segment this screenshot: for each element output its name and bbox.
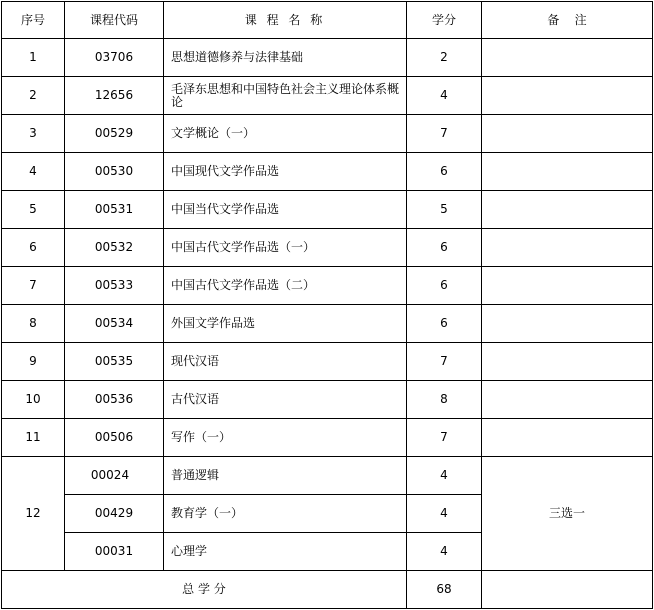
row-remark — [482, 305, 653, 343]
group-item-name: 教育学（一） — [164, 495, 407, 533]
group-index: 12 — [2, 457, 65, 571]
row-index: 1 — [2, 39, 65, 77]
row-name: 古代汉语 — [164, 381, 407, 419]
group-item-code: 00024 — [65, 457, 164, 495]
row-remark — [482, 419, 653, 457]
row-credits: 6 — [407, 305, 482, 343]
table-row — [2, 115, 653, 153]
row-remark — [482, 77, 653, 115]
row-name-text: 毛泽东思想和中国特色社会主义理论体系概论 — [171, 81, 400, 109]
row-code: 00533 — [65, 267, 164, 305]
group-item-name: 普通逻辑 — [164, 457, 407, 495]
row-code: 00530 — [65, 153, 164, 191]
table-row — [2, 39, 653, 77]
row-code: 00506 — [65, 419, 164, 457]
table-row-group — [2, 457, 653, 495]
row-credits: 8 — [407, 381, 482, 419]
total-credits: 68 — [407, 571, 482, 609]
row-code: 03706 — [65, 39, 164, 77]
total-remark — [482, 571, 653, 609]
table-row — [2, 381, 653, 419]
row-name: 中国当代文学作品选 — [164, 191, 407, 229]
row-code: 12656 — [65, 77, 164, 115]
row-code: 00532 — [65, 229, 164, 267]
row-index: 7 — [2, 267, 65, 305]
row-name: 外国文学作品选 — [164, 305, 407, 343]
row-credits: 7 — [407, 343, 482, 381]
table-row — [2, 77, 653, 115]
group-item-credits: 4 — [407, 533, 482, 571]
group-remark: 三选一 — [482, 457, 653, 571]
row-index: 4 — [2, 153, 65, 191]
header-code: 课程代码 — [65, 2, 164, 39]
header-remark: 备 注 — [482, 2, 653, 39]
row-code: 00534 — [65, 305, 164, 343]
row-name: 思想道德修养与法律基础 — [164, 39, 407, 77]
group-item-code: 00429 — [65, 495, 164, 533]
table-row — [2, 153, 653, 191]
row-remark — [482, 343, 653, 381]
row-name — [164, 77, 407, 115]
row-credits: 2 — [407, 39, 482, 77]
row-name: 文学概论（一） — [164, 115, 407, 153]
row-name: 中国现代文学作品选 — [164, 153, 407, 191]
row-code: 00536 — [65, 381, 164, 419]
course-table — [1, 1, 653, 609]
row-index: 9 — [2, 343, 65, 381]
table-row — [2, 267, 653, 305]
row-remark — [482, 115, 653, 153]
row-code: 00529 — [65, 115, 164, 153]
header-index: 序号 — [2, 2, 65, 39]
table-row — [2, 419, 653, 457]
row-credits: 5 — [407, 191, 482, 229]
row-index: 6 — [2, 229, 65, 267]
total-label: 总 学 分 — [2, 571, 407, 609]
header-name: 课 程 名 称 — [164, 2, 407, 39]
row-name: 中国古代文学作品选（一） — [164, 229, 407, 267]
total-row — [2, 571, 653, 609]
row-code: 00535 — [65, 343, 164, 381]
row-credits: 6 — [407, 153, 482, 191]
table-row — [2, 343, 653, 381]
row-index: 11 — [2, 419, 65, 457]
row-remark — [482, 267, 653, 305]
table-row — [2, 191, 653, 229]
row-remark — [482, 381, 653, 419]
row-credits: 4 — [407, 77, 482, 115]
group-item-credits: 4 — [407, 495, 482, 533]
row-name: 写作（一） — [164, 419, 407, 457]
table-row — [2, 229, 653, 267]
table-header-row — [2, 2, 653, 39]
row-credits: 7 — [407, 115, 482, 153]
row-credits: 7 — [407, 419, 482, 457]
row-name: 现代汉语 — [164, 343, 407, 381]
row-remark — [482, 229, 653, 267]
row-code: 00531 — [65, 191, 164, 229]
row-remark — [482, 39, 653, 77]
row-index: 8 — [2, 305, 65, 343]
row-index: 3 — [2, 115, 65, 153]
header-credits: 学分 — [407, 2, 482, 39]
row-index: 5 — [2, 191, 65, 229]
group-item-code: 00031 — [65, 533, 164, 571]
group-item-name: 心理学 — [164, 533, 407, 571]
row-remark — [482, 191, 653, 229]
row-remark — [482, 153, 653, 191]
row-index: 10 — [2, 381, 65, 419]
table-row — [2, 305, 653, 343]
group-item-credits: 4 — [407, 457, 482, 495]
row-credits: 6 — [407, 267, 482, 305]
row-credits: 6 — [407, 229, 482, 267]
row-index: 2 — [2, 77, 65, 115]
row-name: 中国古代文学作品选（二） — [164, 267, 407, 305]
